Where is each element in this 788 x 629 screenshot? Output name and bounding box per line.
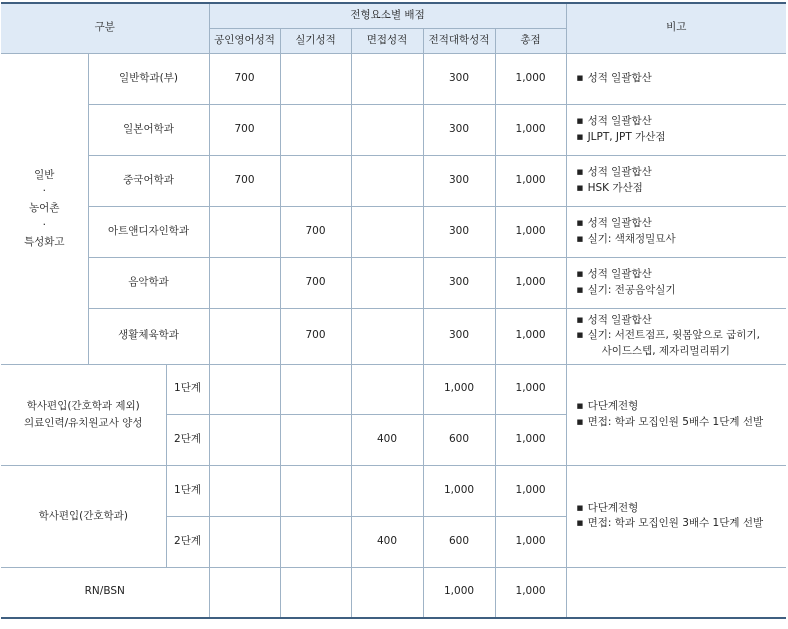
table-row xyxy=(1,206,786,257)
remarks-cell xyxy=(566,465,786,567)
remarks-cell xyxy=(566,364,786,465)
header-scores-group: 전형요소별 배점 xyxy=(209,3,566,28)
interview-score xyxy=(351,308,423,364)
interview-score xyxy=(351,567,423,618)
header-total: 총점 xyxy=(495,28,566,53)
group-bachelor-medical-label: 학사편입(간호학과 제외) 의료인력/유치원교사 양성 xyxy=(1,364,166,465)
practical-score xyxy=(280,364,351,414)
interview-score xyxy=(351,206,423,257)
note-item: ■ 실기: 전공음악실기 xyxy=(577,283,787,298)
interview-score: 400 xyxy=(351,516,423,567)
interview-score xyxy=(351,257,423,308)
practical-score xyxy=(280,465,351,516)
stage-label: 1단계 xyxy=(166,465,209,516)
practical-score xyxy=(280,53,351,104)
table-row xyxy=(1,257,786,308)
prior-college-score: 300 xyxy=(423,104,495,155)
prior-college-score: 300 xyxy=(423,308,495,364)
table-row xyxy=(1,308,786,364)
table-row xyxy=(1,364,786,414)
note-item: ■ 실기: 서전트점프, 윗몸앞으로 굽히기, 사이드스텝, 제자리멀리뛰기 xyxy=(577,328,787,358)
interview-score xyxy=(351,465,423,516)
english-score xyxy=(209,308,280,364)
prior-college-score: 300 xyxy=(423,257,495,308)
score-allocation-table xyxy=(1,2,786,619)
stage-label: 2단계 xyxy=(166,414,209,465)
header-remarks: 비고 xyxy=(566,3,786,53)
interview-score xyxy=(351,53,423,104)
interview-score xyxy=(351,364,423,414)
note-item: ■ 성적 일괄합산 xyxy=(577,165,787,180)
remarks-cell xyxy=(566,155,786,206)
note-item: ■ 성적 일괄합산 xyxy=(577,267,787,282)
remarks-cell xyxy=(566,567,786,618)
interview-score xyxy=(351,155,423,206)
header-prior-college: 전적대학성적 xyxy=(423,28,495,53)
total-score: 1,000 xyxy=(495,53,566,104)
note-item: ■ 성적 일괄합산 xyxy=(577,313,787,328)
header-interview: 면접성적 xyxy=(351,28,423,53)
group-bachelor-nursing-label: 학사편입(간호학과) xyxy=(1,465,166,567)
remarks-cell xyxy=(566,257,786,308)
english-score: 700 xyxy=(209,53,280,104)
note-item: ■ 면접: 학과 모집인원 3배수 1단계 선발 xyxy=(577,516,787,531)
english-score xyxy=(209,516,280,567)
stage-label: 2단계 xyxy=(166,516,209,567)
group-general-label: 일반 · 농어촌 · 특성화고 xyxy=(1,53,88,364)
practical-score xyxy=(280,104,351,155)
interview-score: 400 xyxy=(351,414,423,465)
dept-name: 일본어학과 xyxy=(88,104,209,155)
group-rn-bsn-label: RN/BSN xyxy=(1,567,209,618)
note-item: ■ 다단계전형 xyxy=(577,399,787,414)
practical-score xyxy=(280,567,351,618)
practical-score xyxy=(280,155,351,206)
total-score: 1,000 xyxy=(495,206,566,257)
note-continuation: 사이드스텝, 제자리멀리뛰기 xyxy=(601,344,730,357)
total-score: 1,000 xyxy=(495,516,566,567)
total-score: 1,000 xyxy=(495,155,566,206)
english-score xyxy=(209,465,280,516)
total-score: 1,000 xyxy=(495,364,566,414)
note-item: ■ HSK 가산점 xyxy=(577,181,787,196)
practical-score xyxy=(280,414,351,465)
remarks-cell xyxy=(566,308,786,364)
total-score: 1,000 xyxy=(495,414,566,465)
table-row xyxy=(1,567,786,618)
prior-college-score: 600 xyxy=(423,516,495,567)
table-row xyxy=(1,155,786,206)
interview-score xyxy=(351,104,423,155)
dept-name: 아트앤디자인학과 xyxy=(88,206,209,257)
header-english: 공인영어성적 xyxy=(209,28,280,53)
prior-college-score: 300 xyxy=(423,155,495,206)
prior-college-score: 1,000 xyxy=(423,567,495,618)
note-item: ■ 성적 일괄합산 xyxy=(577,216,787,231)
prior-college-score: 600 xyxy=(423,414,495,465)
dept-name: 생활체육학과 xyxy=(88,308,209,364)
note-item: ■ 면접: 학과 모집인원 5배수 1단계 선발 xyxy=(577,415,787,430)
english-score xyxy=(209,414,280,465)
english-score xyxy=(209,257,280,308)
dept-name: 일반학과(부) xyxy=(88,53,209,104)
remarks-cell xyxy=(566,53,786,104)
practical-score: 700 xyxy=(280,257,351,308)
note-item: ■ 실기: 색채정밀묘사 xyxy=(577,232,787,247)
stage-label: 1단계 xyxy=(166,364,209,414)
total-score: 1,000 xyxy=(495,257,566,308)
header-practical: 실기성적 xyxy=(280,28,351,53)
total-score: 1,000 xyxy=(495,567,566,618)
english-score: 700 xyxy=(209,155,280,206)
note-item: ■ 다단계전형 xyxy=(577,501,787,516)
header-category: 구분 xyxy=(1,3,209,53)
remarks-cell xyxy=(566,206,786,257)
english-score xyxy=(209,206,280,257)
english-score xyxy=(209,364,280,414)
prior-college-score: 300 xyxy=(423,206,495,257)
dept-name: 음악학과 xyxy=(88,257,209,308)
prior-college-score: 1,000 xyxy=(423,465,495,516)
total-score: 1,000 xyxy=(495,104,566,155)
practical-score xyxy=(280,516,351,567)
practical-score: 700 xyxy=(280,308,351,364)
english-score: 700 xyxy=(209,104,280,155)
english-score xyxy=(209,567,280,618)
prior-college-score: 300 xyxy=(423,53,495,104)
note-item: ■ 성적 일괄합산 xyxy=(577,114,787,129)
table-row xyxy=(1,465,786,516)
total-score: 1,000 xyxy=(495,308,566,364)
total-score: 1,000 xyxy=(495,465,566,516)
note-item: ■ JLPT, JPT 가산점 xyxy=(577,130,787,145)
table-row xyxy=(1,104,786,155)
dept-name: 중국어학과 xyxy=(88,155,209,206)
table-row xyxy=(1,53,786,104)
remarks-cell xyxy=(566,104,786,155)
practical-score: 700 xyxy=(280,206,351,257)
note-item: ■ 성적 일괄합산 xyxy=(577,71,787,86)
prior-college-score: 1,000 xyxy=(423,364,495,414)
